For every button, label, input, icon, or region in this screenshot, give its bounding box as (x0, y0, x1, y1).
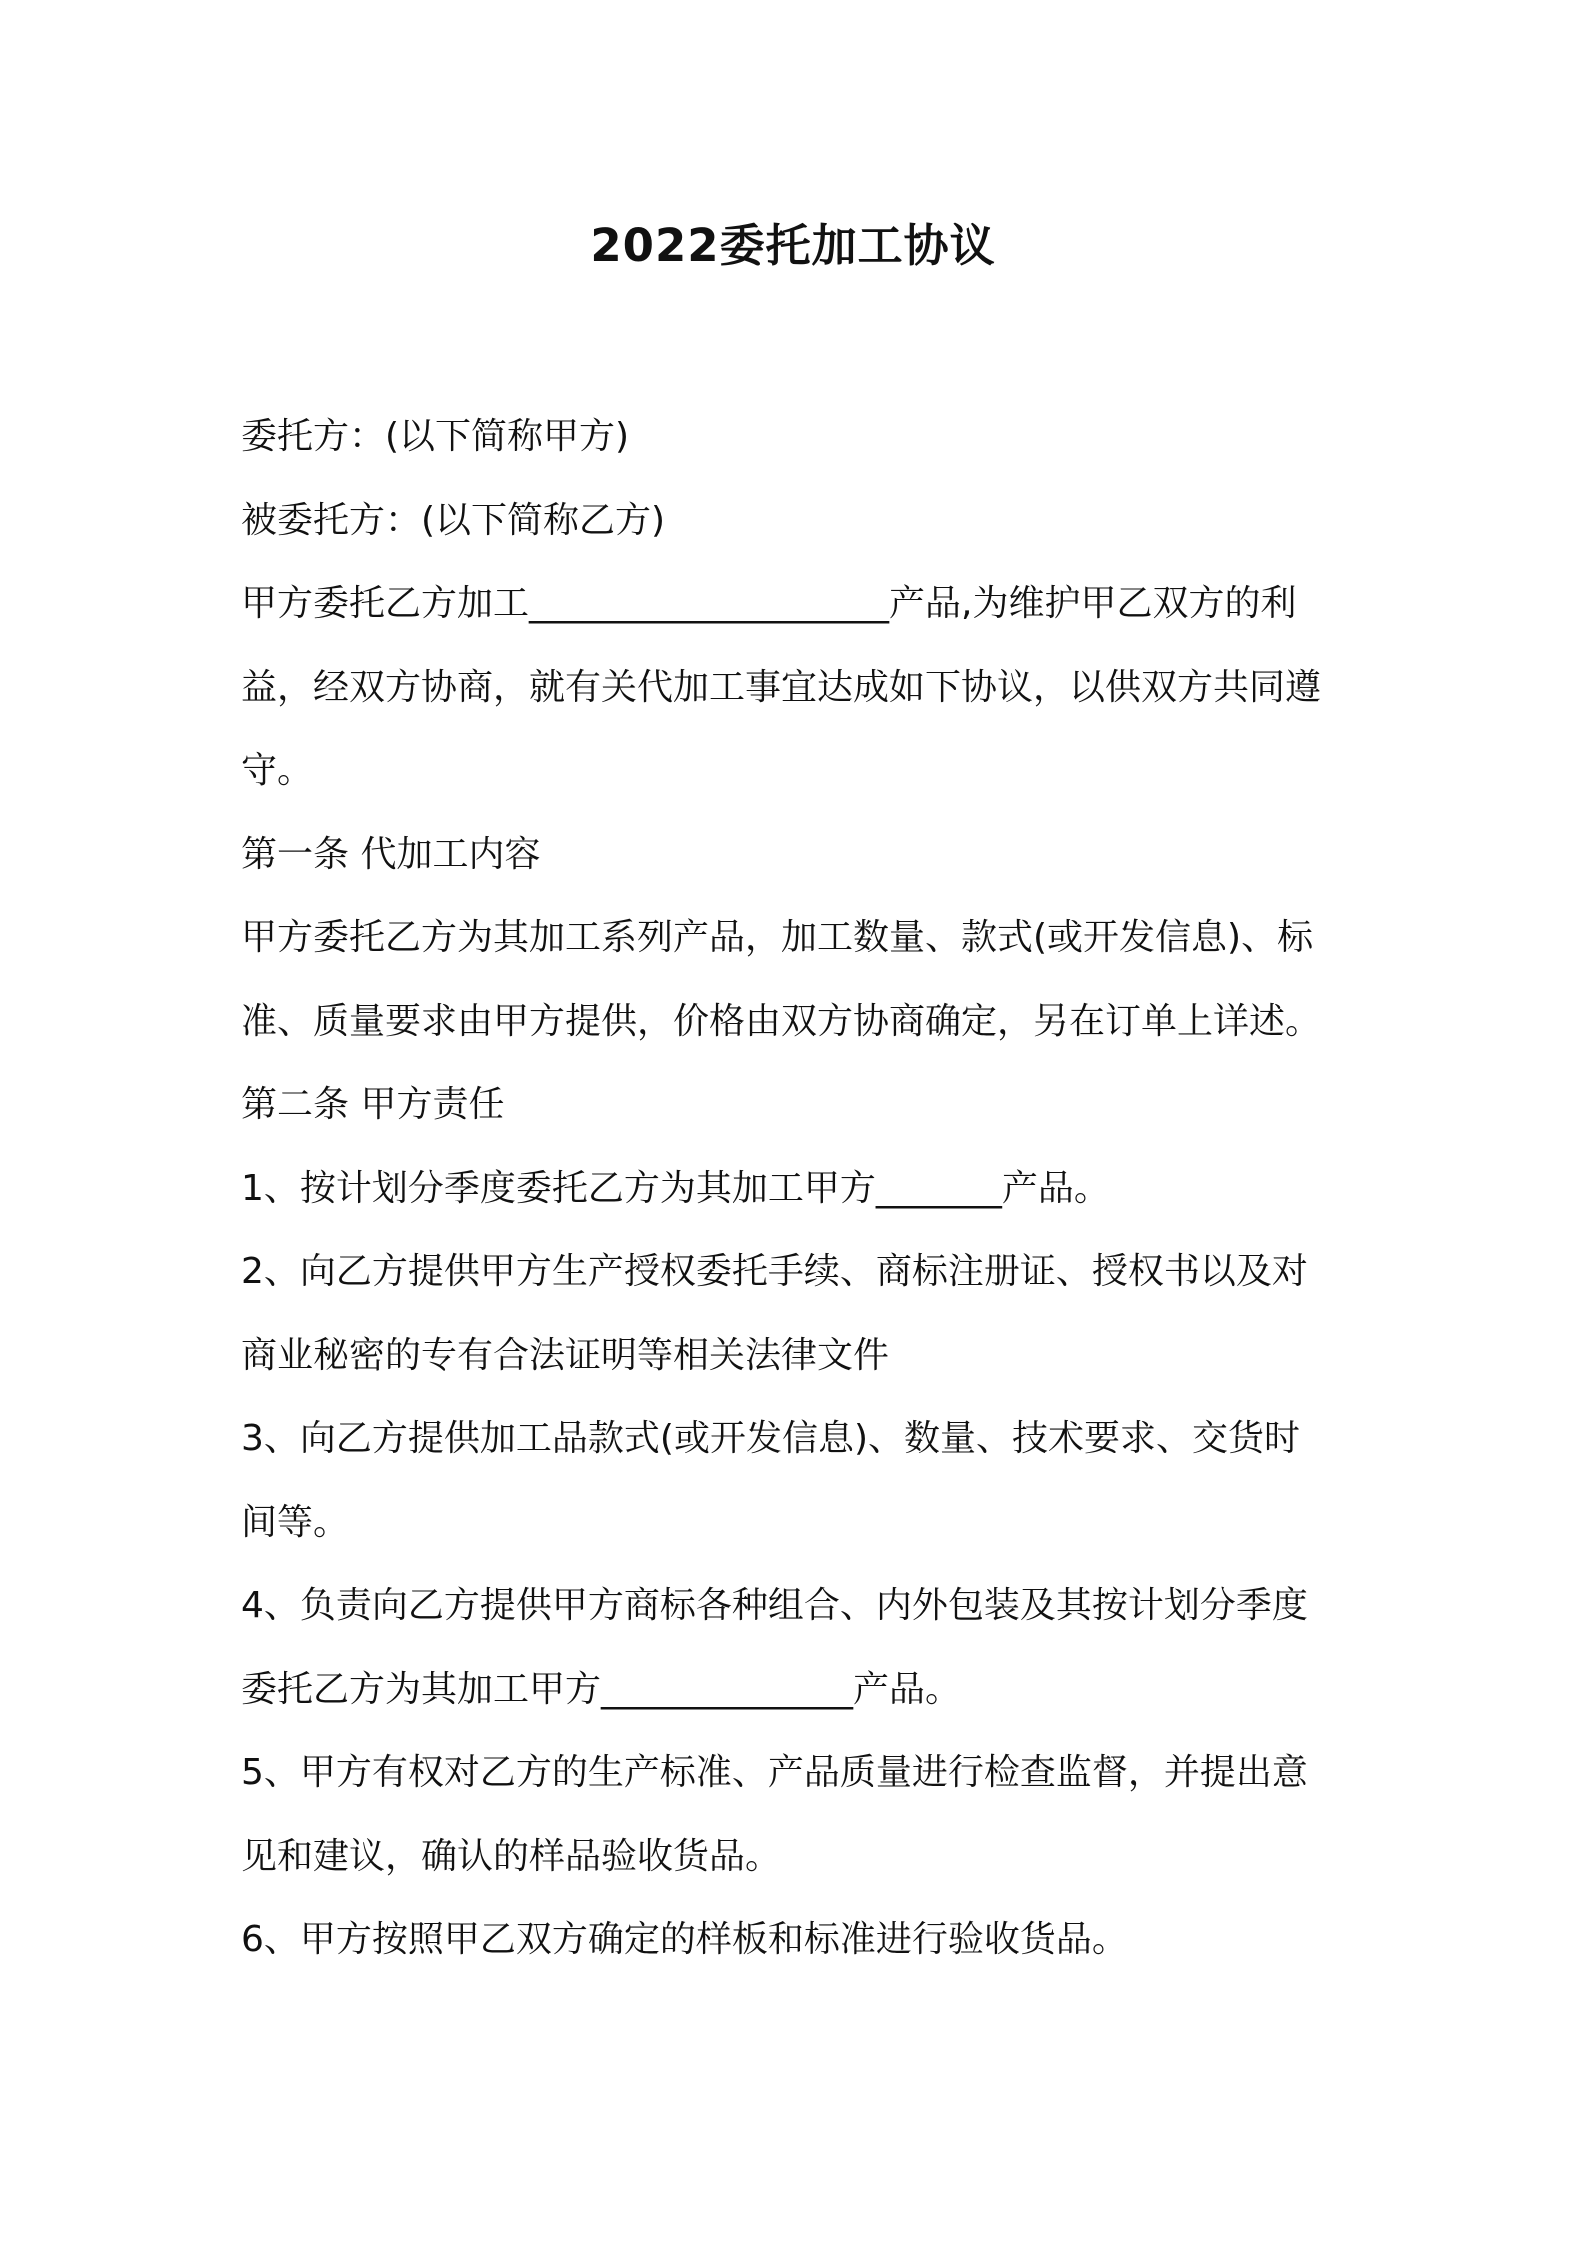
clause-3-line-2: 间等。 (241, 1501, 350, 1543)
clause-2-line-1: 2、向乙方提供甲方生产授权委托手续、商标注册证、授权书以及对 (241, 1251, 1308, 1292)
clause-5-line-1: 5、甲方有权对乙方的生产标准、产品质量进行检查监督，并提出意 (241, 1752, 1308, 1793)
party-a-line: 委托方：(以下简称甲方) (241, 416, 630, 457)
preamble-line-2: 益，经双方协商，就有关代加工事宜达成如下协议，以供双方共同遵 (241, 666, 1322, 708)
party-b-line: 被委托方：(以下简称乙方) (241, 499, 666, 541)
document-title: 2022委托加工协议 (590, 219, 996, 272)
document-body (241, 395, 1353, 1982)
article-1-line-1: 甲方委托乙方为其加工系列产品，加工数量、款式(或开发信息)、标 (241, 917, 1314, 958)
article-2-heading: 第二条 甲方责任 (241, 1084, 505, 1125)
clause-3-line-1: 3、向乙方提供加工品款式(或开发信息)、数量、技术要求、交货时 (241, 1418, 1300, 1459)
article-1-heading: 第一条 代加工内容 (241, 833, 541, 875)
clause-5-line-2: 见和建议，确认的样品验收货品。 (241, 1835, 782, 1877)
preamble-line-1: 甲方委托乙方加工____________________产品,为维护甲乙双方的利 (241, 583, 1297, 624)
clause-4-line-2: 委托乙方为其加工甲方______________产品。 (241, 1668, 962, 1710)
preamble-line-3: 守。 (241, 750, 314, 791)
clause-4-line-1: 4、负责向乙方提供甲方商标各种组合、内外包装及其按计划分季度 (241, 1585, 1308, 1626)
article-1-line-2: 准、质量要求由甲方提供，价格由双方协商确定，另在订单上详述。 (241, 1000, 1322, 1042)
clause-6-line-1: 6、甲方按照甲乙双方确定的样板和标准进行验收货品。 (241, 1919, 1128, 1960)
clause-2-line-2: 商业秘密的专有合法证明等相关法律文件 (241, 1334, 890, 1376)
clause-1-line-1: 1、按计划分季度委托乙方为其加工甲方_______产品。 (241, 1167, 1110, 1209)
